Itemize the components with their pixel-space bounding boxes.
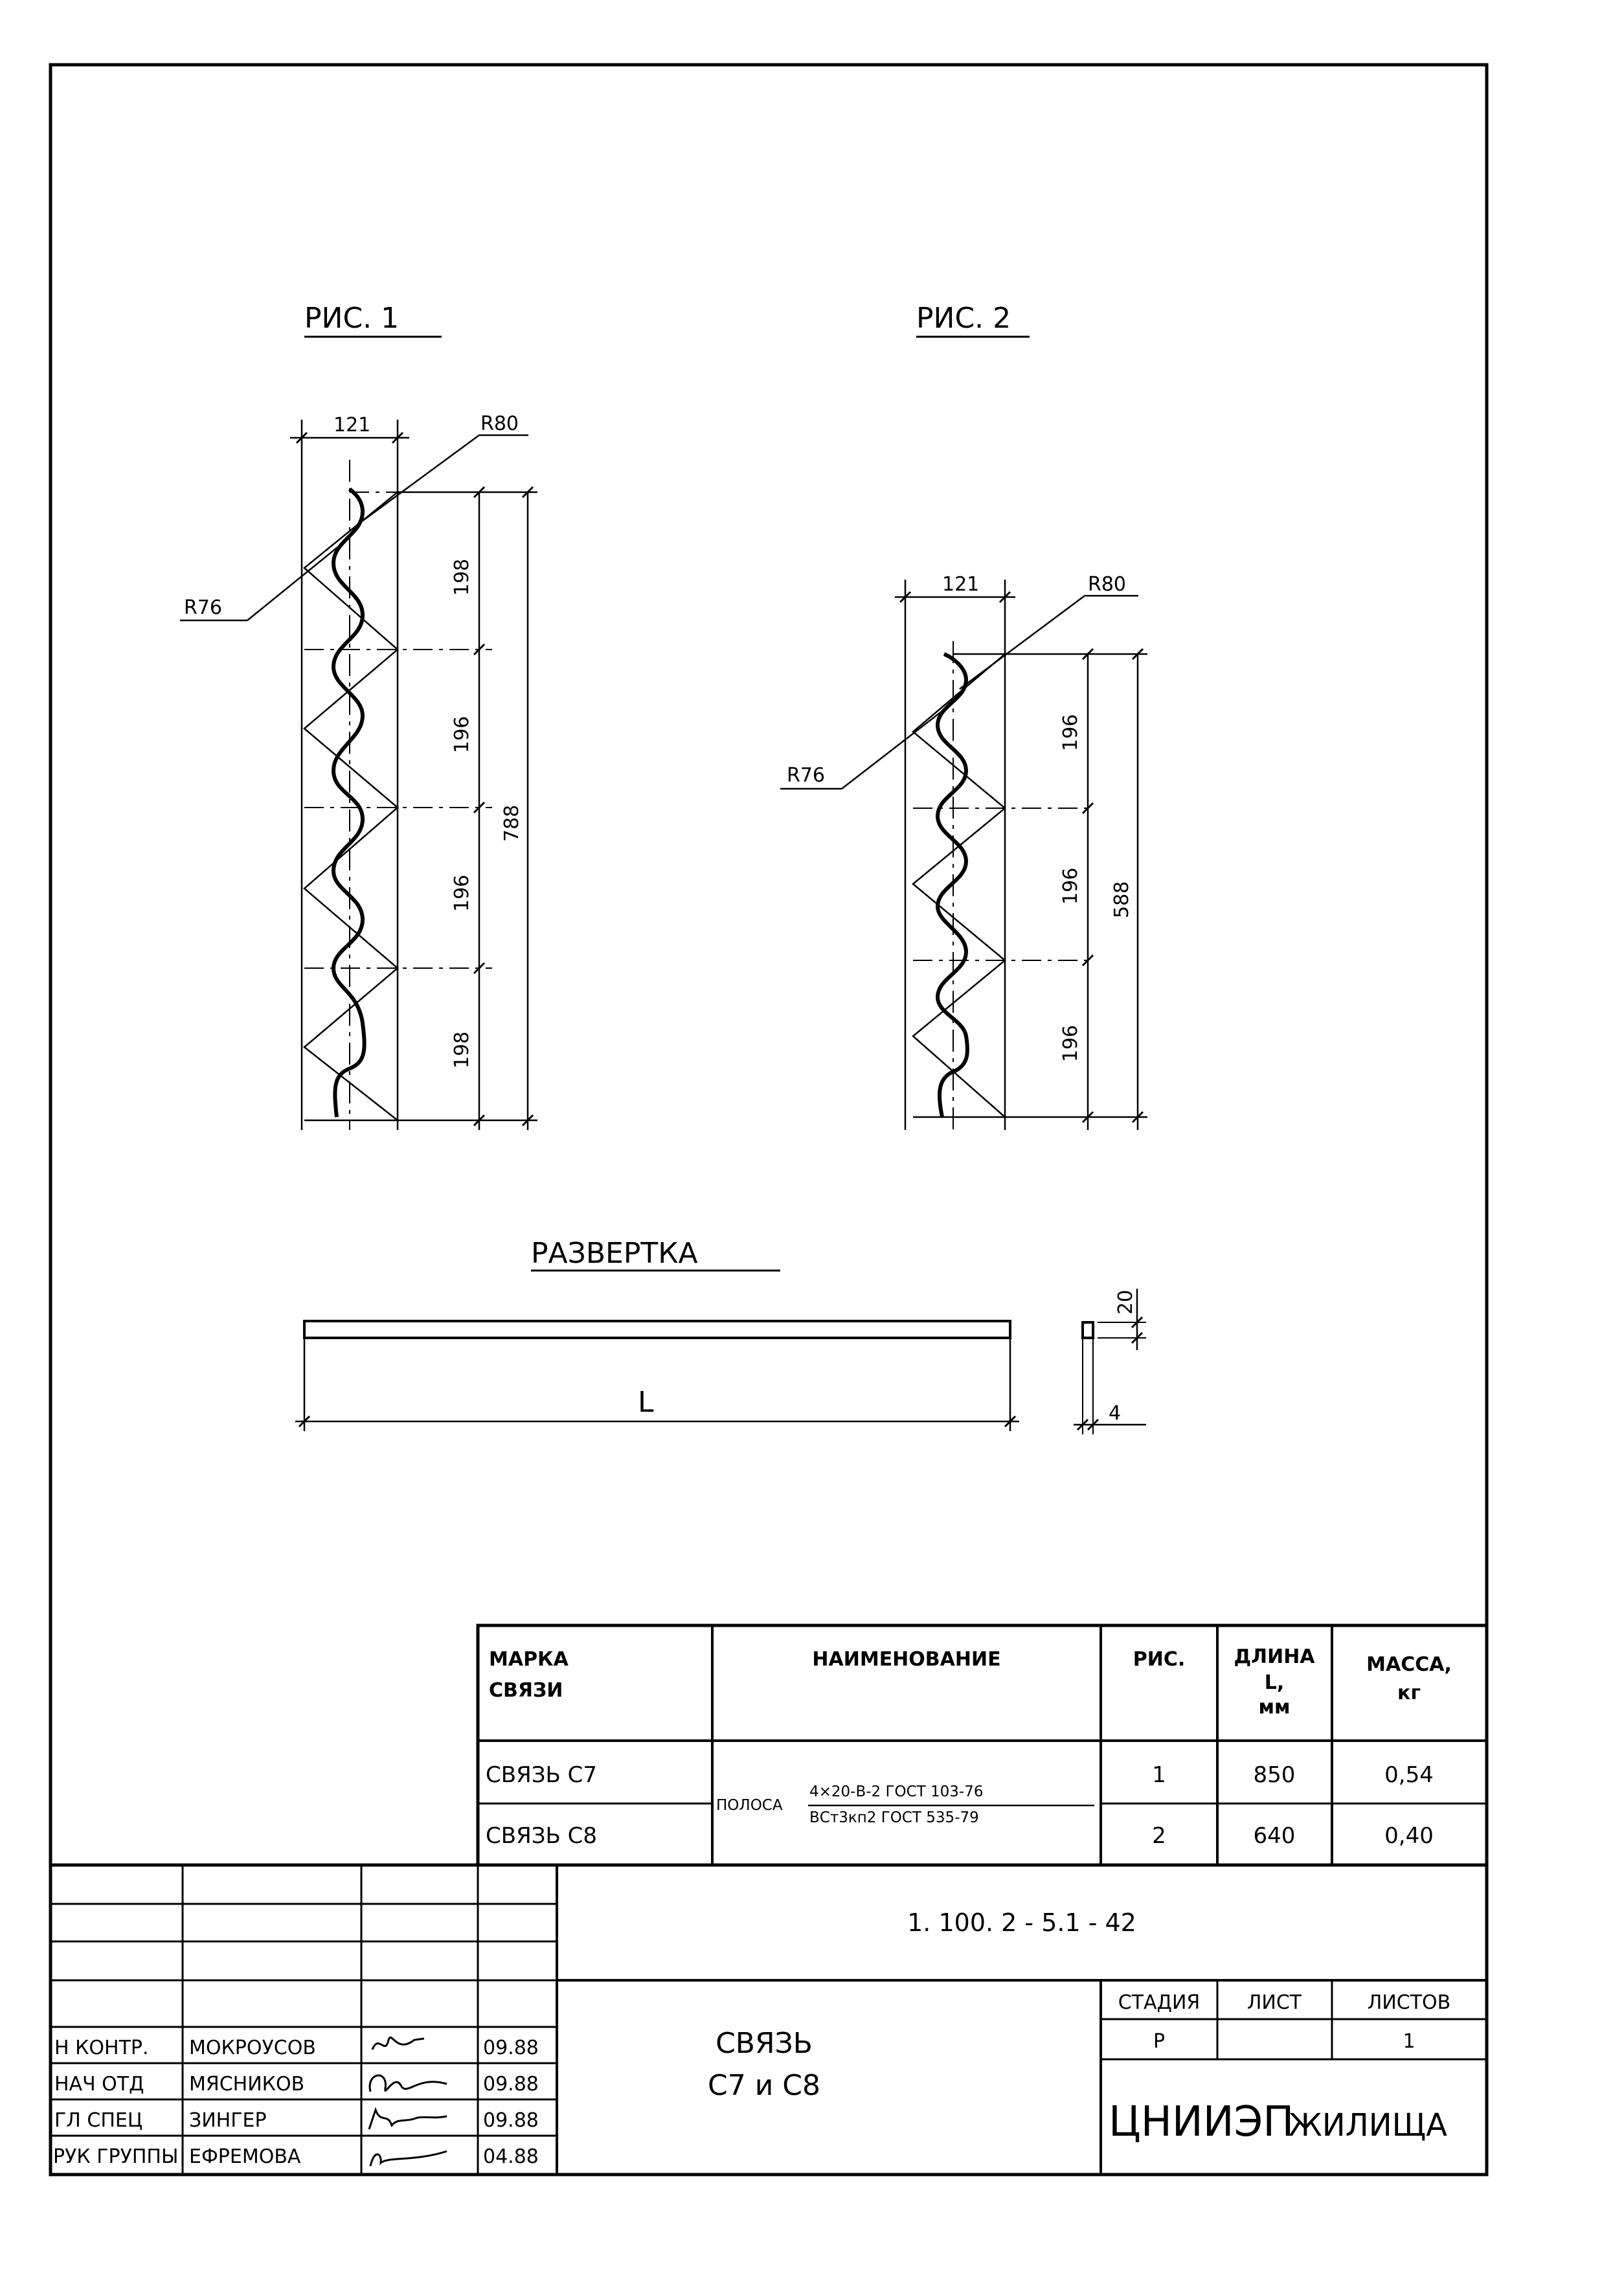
org-main: ЦНИИЭП (1109, 2098, 1294, 2146)
sheets-value: 1 (1403, 2030, 1415, 2053)
development-title: РАЗВЕРТКА (531, 1237, 698, 1270)
staff-name-1: МОКРОУСОВ (189, 2037, 316, 2059)
stage-label: СТАДИЯ (1118, 1991, 1201, 2014)
staff-role-3: ГЛ СПЕЦ (54, 2109, 143, 2132)
figure-1 (180, 302, 537, 1130)
material-top: 4×20-В-2 ГОСТ 103-76 (809, 1783, 984, 1800)
fig1-total: 788 (501, 804, 523, 842)
staff-date-2: 09.88 (483, 2073, 539, 2096)
fig2-radius-inner: R76 (787, 764, 826, 787)
spec-table (478, 1625, 1487, 1865)
fig1-step-3: 196 (451, 874, 473, 912)
fig2-width-dim: 121 (942, 573, 980, 596)
signature-1 (372, 2037, 424, 2050)
fig2-step-2: 196 (1059, 867, 1082, 905)
sheets-label: ЛИСТОВ (1367, 1991, 1451, 2014)
figure-2-title: РИС. 2 (916, 302, 1011, 335)
header-mass-line2: кг (1397, 1682, 1421, 1704)
fig2-total: 588 (1111, 881, 1133, 918)
row1-fig: 1 (1152, 1762, 1166, 1788)
fig1-radius-outer: R80 (480, 413, 519, 435)
fig2-radius-outer: R80 (1088, 573, 1127, 596)
fig1-radius-inner: R76 (184, 596, 223, 619)
row2-mass: 0,40 (1384, 1823, 1434, 1849)
title-block (51, 1865, 1487, 2175)
title-line2: С7 и С8 (707, 2069, 821, 2102)
staff-name-4: ЕФРЕМОВА (189, 2145, 301, 2168)
row1-mark: СВЯЗЬ С7 (486, 1762, 597, 1788)
development-height-dim: 20 (1114, 1289, 1137, 1315)
header-length-line1: ДЛИНА (1234, 1645, 1315, 1668)
figure-1-title: РИС. 1 (304, 302, 400, 335)
signature-3 (369, 2110, 447, 2129)
fig2-step-1: 196 (1059, 714, 1082, 751)
fig1-step-1: 198 (451, 558, 473, 596)
sheet-label: ЛИСТ (1246, 1991, 1302, 2014)
row2-mark: СВЯЗЬ С8 (486, 1823, 597, 1849)
doc-code: 1. 100. 2 - 5.1 - 42 (907, 1908, 1136, 1937)
staff-date-3: 09.88 (483, 2109, 539, 2132)
staff-date-1: 09.88 (483, 2037, 539, 2059)
staff-role-2: НАЧ ОТД (54, 2073, 144, 2096)
fig1-width-dim: 121 (333, 414, 371, 436)
staff-name-3: ЗИНГЕР (189, 2109, 267, 2132)
staff-date-4: 04.88 (483, 2145, 539, 2168)
header-fig: РИС. (1133, 1648, 1186, 1671)
header-mark-line1: МАРКА (489, 1648, 569, 1671)
row1-mass: 0,54 (1384, 1762, 1434, 1788)
title-line1: СВЯЗЬ (716, 2027, 813, 2060)
signature-4 (370, 2151, 447, 2166)
development-view (295, 1237, 1146, 1434)
staff-role-4: РУК ГРУППЫ (53, 2145, 179, 2168)
sheet-frame (51, 65, 1487, 2175)
fig1-step-2: 196 (451, 716, 473, 753)
fig2-step-3: 196 (1059, 1024, 1082, 1062)
figure-2 (780, 302, 1147, 1130)
header-length-line3: мм (1258, 1696, 1291, 1719)
row2-fig: 2 (1152, 1823, 1166, 1849)
fig1-step-4: 198 (451, 1031, 473, 1069)
row1-length: 850 (1253, 1762, 1296, 1788)
row2-length: 640 (1253, 1823, 1296, 1849)
staff-role-1: Н КОНТР. (54, 2037, 149, 2059)
stage-value: Р (1153, 2030, 1166, 2053)
header-name: НАИМЕНОВАНИЕ (812, 1648, 1001, 1671)
material-bottom: ВСт3кп2 ГОСТ 535-79 (809, 1809, 979, 1826)
header-length-line2: L, (1264, 1671, 1285, 1694)
development-length-label: L (638, 1386, 654, 1419)
header-mass-line1: МАССА, (1366, 1653, 1452, 1676)
header-mark-line2: СВЯЗИ (489, 1679, 563, 1702)
staff-name-2: МЯСНИКОВ (189, 2073, 305, 2096)
signature-2 (370, 2075, 447, 2092)
material-prefix: ПОЛОСА (716, 1797, 783, 1814)
development-thickness-dim: 4 (1109, 1402, 1122, 1425)
org-sub: ЖИЛИЩА (1289, 2107, 1447, 2143)
